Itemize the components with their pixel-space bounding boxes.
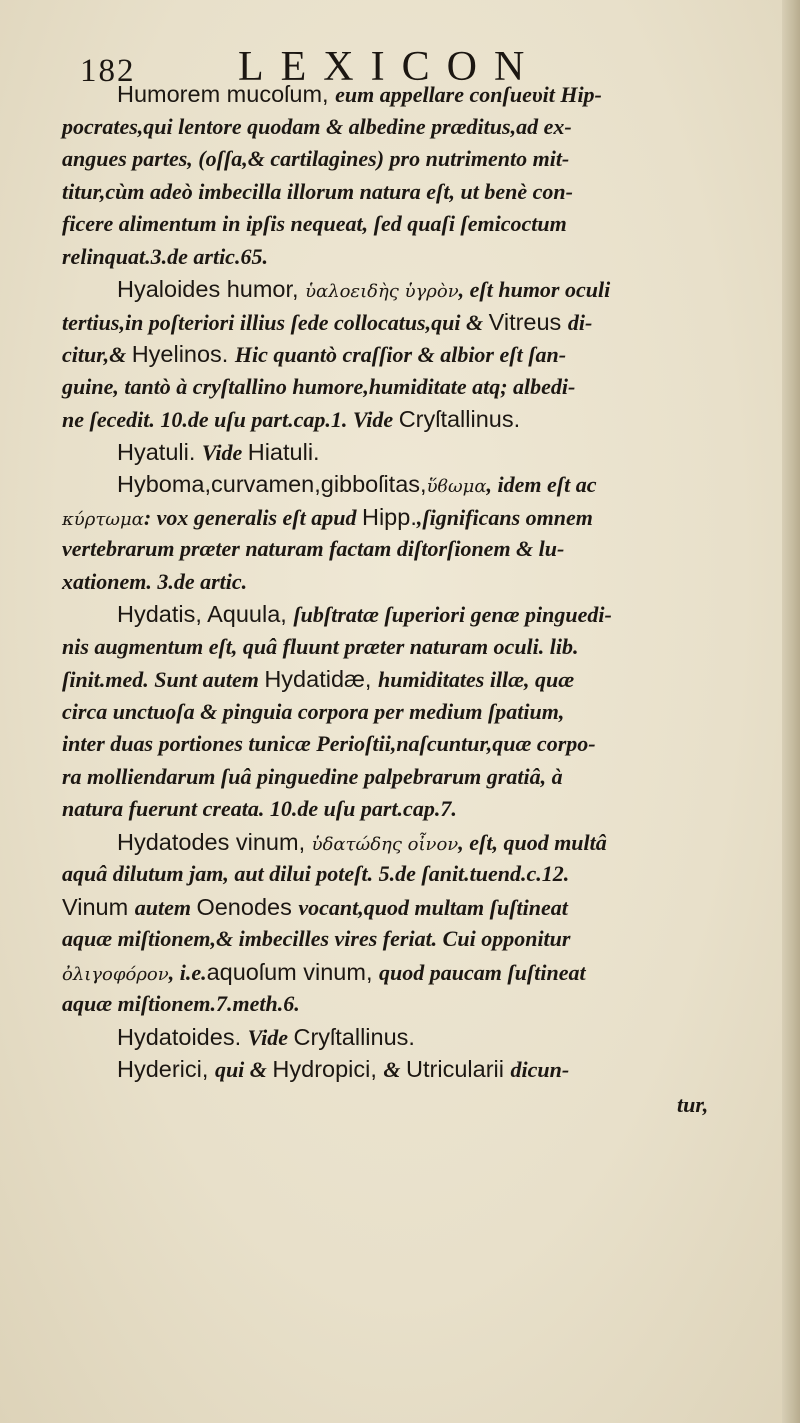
- entry-continuation-line: [62, 728, 792, 761]
- headword-text: Vitreus: [488, 308, 568, 335]
- definition-text: relinquat.3.de artic.65.: [62, 243, 268, 269]
- entry-continuation-line: [62, 923, 792, 956]
- definition-text: tertius,in poſteriori illius ſede collocatus,qui &: [62, 309, 489, 335]
- headword-text: Cryſtallinus.: [398, 406, 521, 432]
- definition-text: titur,cùm adeò imbecilla illorum natura eſt, ut benè con-: [62, 178, 573, 204]
- definition-text: humiditates illæ, quæ: [377, 667, 575, 692]
- definition-text: &: [383, 1057, 407, 1082]
- definition-text: ra molliendarum ſuâ pinguedine palpebrarum gratiâ, à: [62, 763, 563, 789]
- definition-text: ,ſignificans omnem: [416, 504, 593, 530]
- entry-continuation-line: [62, 501, 792, 534]
- headword-text: Hyaloides humor,: [117, 276, 306, 302]
- definition-text: quod paucam ſuſtineat: [379, 959, 586, 985]
- definition-text: , i.e.: [168, 959, 207, 985]
- headword-text: Hyatuli.: [117, 438, 202, 465]
- entry-continuation-line: [62, 891, 792, 924]
- entry-continuation-line: [62, 956, 792, 989]
- entry-continuation-line: [62, 143, 792, 176]
- headword-text: Hydatodes vinum,: [117, 828, 312, 855]
- headword-text: Humorem mucoſum,: [117, 81, 336, 107]
- entry-continuation-line: [62, 566, 792, 599]
- entry-continuation-line: [62, 111, 792, 144]
- definition-text: Hic quantò craſſior & albior eſt ſan-: [234, 342, 567, 367]
- definition-text: circa unctuoſa & pinguia corpora per medium ſpatium,: [62, 698, 565, 724]
- greek-text: ὀλιγοφόρον: [62, 963, 169, 985]
- entry-first-line: [62, 1021, 792, 1054]
- definition-text: pocrates,qui lentore quodam & albedine præditus,ad ex-: [62, 113, 572, 139]
- entry-continuation-line: [62, 696, 792, 729]
- headword-text: Hydatidæ,: [264, 666, 378, 692]
- entry-first-line: [62, 468, 792, 501]
- headword-text: Hyelinos.: [131, 341, 235, 367]
- definition-text: : vox generalis eſt apud: [143, 504, 362, 530]
- catchword: tur,: [677, 1092, 709, 1117]
- entry-continuation-line: [62, 176, 792, 209]
- definition-text: ſinit.med. Sunt autem: [62, 667, 265, 692]
- definition-text: inter duas portiones tunicæ Perioſtii,naſcuntur,quæ corpo-: [62, 731, 596, 756]
- lexicon-text-body: [62, 78, 792, 1086]
- entry-first-line: [62, 1053, 792, 1086]
- entry-first-line: [62, 273, 792, 306]
- definition-text: dicun-: [510, 1057, 570, 1082]
- entry-continuation-line: [62, 793, 792, 826]
- definition-text: ſubſtratæ ſuperiori genæ pinguedi-: [293, 602, 612, 627]
- entry-continuation-line: [62, 533, 792, 566]
- definition-text: di-: [567, 309, 593, 335]
- definition-text: , eſt, quod multâ: [458, 829, 607, 855]
- definition-text: vertebrarum præter naturam factam diſtorſionem & lu-: [62, 536, 565, 561]
- definition-text: angues partes, (oſſa,& cartilagines) pro nutrimento mit-: [62, 146, 570, 171]
- headword-text: Utricularii: [406, 1056, 511, 1082]
- definition-text: , idem eſt ac: [486, 472, 597, 497]
- definition-text: nis augmentum eſt, quâ fluunt præter naturam oculi. lib.: [62, 633, 579, 659]
- headword-text: Cryſtallinus.: [293, 1023, 415, 1050]
- entry-first-line: [62, 598, 792, 631]
- definition-text: xationem. 3.de artic.: [62, 568, 248, 594]
- definition-text: aquæ miſtionem,& imbecilles vires feriat. Cui opponitur: [62, 926, 571, 951]
- entry-continuation-line: [62, 208, 792, 241]
- entry-continuation-line: [62, 761, 792, 794]
- definition-text: citur,&: [62, 342, 132, 367]
- headword-text: Hipp.: [361, 503, 417, 530]
- entry-first-line: [62, 826, 792, 859]
- headword-text: Hyboma,curvamen,gibboſitas,: [117, 471, 427, 497]
- headword-text: Hydatis, Aquula,: [117, 601, 294, 627]
- definition-text: guine, tantò à cryſtallino humore,humiditate atq; albedi-: [62, 373, 576, 399]
- definition-text: Vide: [201, 439, 248, 465]
- headword-text: aquoſum vinum,: [206, 958, 380, 985]
- running-head: LEXICON: [238, 44, 542, 90]
- definition-text: ne ſecedit. 10.de uſu part.cap.1. Vide: [62, 407, 399, 432]
- headword-text: Hydropici,: [272, 1056, 384, 1082]
- definition-text: eum appellare conſueυit Hip-: [335, 82, 602, 107]
- entry-continuation-line: [62, 371, 792, 404]
- entry-continuation-line: [62, 338, 792, 371]
- headword-text: Hyderici,: [117, 1056, 215, 1082]
- greek-text: ὑδατώδης οἶνον: [311, 833, 459, 855]
- greek-text: ὕϐωμα: [426, 476, 487, 497]
- entry-continuation-line: [62, 241, 792, 274]
- entry-first-line: [62, 436, 792, 469]
- entry-first-line: [62, 78, 792, 111]
- entry-continuation-line: [62, 631, 792, 664]
- greek-text: ὑαλοειδὴς ὑγρὸν: [305, 281, 459, 302]
- entry-continuation-line: [62, 306, 792, 339]
- definition-text: , eſt humor oculi: [458, 277, 611, 302]
- definition-text: aquæ miſtionem.7.meth.6.: [62, 991, 300, 1016]
- entry-continuation-line: [62, 988, 792, 1021]
- entry-continuation-line: [62, 403, 792, 436]
- entry-continuation-line: [62, 663, 792, 696]
- entry-continuation-line: [62, 858, 792, 891]
- headword-text: Oenodes: [196, 893, 299, 920]
- definition-text: qui &: [214, 1057, 273, 1082]
- definition-text: Vide: [247, 1024, 294, 1050]
- definition-text: vocant,quod multam ſuſtineat: [298, 894, 568, 920]
- headword-text: Vinum: [62, 893, 135, 920]
- definition-text: aquâ dilutum jam, aut dilui poteſt. 5.de ſanit.tuend.c.12.: [62, 861, 570, 886]
- headword-text: Hiatuli.: [247, 438, 320, 465]
- greek-text: κύρτωμα: [62, 508, 144, 530]
- definition-text: ficere alimentum in ipſis nequeat, ſed quaſi ſemicoctum: [62, 211, 567, 236]
- page-number: 182: [80, 53, 136, 89]
- headword-text: Hydatoides.: [117, 1023, 248, 1050]
- definition-text: natura fuerunt creata. 10.de uſu part.cap.7.: [62, 796, 457, 821]
- definition-text: autem: [134, 894, 197, 920]
